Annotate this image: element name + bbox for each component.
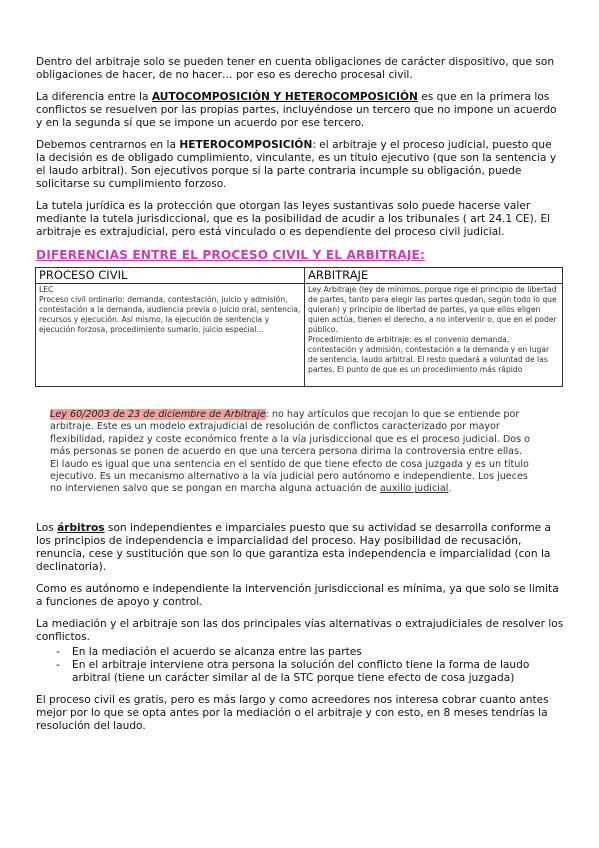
law-title-highlight: Ley 60/2003 de 23 de diciembre de Arbitraje [50, 409, 266, 420]
law-body: : no hay artículos que recojan lo que se entiende por arbitraje. Este es un modelo extrajudicial de resolución de conflictos caracterizado por mayor flexibilidad, rapidez y coste económico frente a la vía jurisdiccional que es el proceso judicial. Dos o más personas se ponen de acuerdo en que una tercera persona dirima la controversia entre ellas. El laudo es igual que una sentencia en el sentido de que tiene efecto de cosa juzgada y es un título ejecutivo. Es un mecanismo alternativo a la vía judicial pero autónomo e independiente. Los jueces no intervienen salvo que se pongan en marcha alguna actuación de [50, 409, 531, 495]
law-paragraph [50, 409, 530, 496]
list-item-text: En el arbitraje interviene otra persona la solución del conflicto tiene la forma de laudo arbitral (tiene un carácter similar al de la STC porque tiene efecto de cosa juzgada) [72, 658, 530, 684]
column-header-arbitraje: ARBITRAJE [305, 268, 563, 284]
paragraph-autonomo: Como es autónomo e independiente la intervención jurisdiccional es mínima, ya que solo se limita a funciones de apoyo y control. [36, 582, 559, 608]
list-item: - En el arbitraje interviene otra persona la solución del conflicto tiene la forma de laudo arbitral (tiene un carácter similar al de la STC porque tiene efecto de cosa juzgada) [56, 658, 530, 684]
term-heterocomposicion: HETEROCOMPOSICIÓN [179, 139, 313, 151]
text-segment: . [448, 483, 452, 495]
section-heading: DIFERENCIAS ENTRE EL PROCESO CIVIL Y EL ARBITRAJE: [36, 248, 425, 262]
text-segment: La diferencia entre la [36, 91, 152, 103]
paragraph-dispositivo: Dentro del arbitraje solo se pueden tener en cuenta obligaciones de carácter dispositivo, que son obligaciones de hacer, de no hacer… por eso es derecho procesal civil. [36, 56, 555, 81]
paragraph-mediacion: La mediación y el arbitraje son las dos principales vías alternativas o extrajudiciales de resolver los conflictos. [36, 617, 564, 643]
paragraph-arbitros [36, 522, 564, 574]
term-autocomposicion: AUTOCOMPOSICIÓN Y HETEROCOMPOSICIÓN [151, 91, 418, 103]
link-auxilio-judicial: auxilio judicial [379, 483, 449, 495]
text-segment: Debemos centrarnos en la [36, 139, 180, 151]
table-row [36, 284, 563, 387]
comparison-table [35, 267, 563, 387]
paragraph-autocomposicion [36, 91, 564, 130]
bullet-list [36, 646, 564, 685]
table-header-row [36, 268, 563, 284]
paragraph-tutela: La tutela jurídica es la protección que otorgan las leyes sustantivas solo puede hacerse valer mediante la tutela jurisdiccional, que es la posibilidad de acudir a los tribunales ( art 24.1 CE). El arbitraje es extrajudicial, pero está vinculado o es dependiente del proceso civil judicial. [36, 200, 551, 238]
list-item-text: En la mediación el acuerdo se alcanza entre las partes [72, 645, 362, 658]
cell-proceso-civil: LEC Proceso civil ordinario: demanda, contestación, juicio y admisión, contestación a la demanda, audiencia previa o juicio oral, sentencia, recursos y ejecución. Así mismo, la ejecución de sentencia y ejecución forzosa, procedimiento sumario, juicio especial… [36, 284, 305, 387]
text-segment: son independientes e imparciales puesto que su actividad se desarrolla conforme a los principios de independencia e imparcialidad del proceso. Hay posibilidad de recusación, renuncia, cese y sustitución que son lo que garantiza esta independencia e imparcialidad (con la declinatoria). [36, 521, 552, 573]
paragraph-proceso-gratis: El proceso civil es gratis, pero es más largo y como acreedores nos interesa cobrar cuanto antes mejor por lo que se opta antes por la mediación o el arbitraje y con esto, en 8 meses tendrías la resolución del laudo. [36, 693, 549, 732]
text-segment: : el arbitraje y el proceso judicial, puesto que la decisión es de obligado cumplimiento, vinculante, es un título ejecutivo (que son la sentencia y el laudo arbitral). Son ejecutivos porque si la parte contraria incumple su obligación, puede solicitarse su cumplimiento forzoso. [36, 139, 557, 190]
cell-arbitraje: Ley Arbitraje (ley de mínimos, porque rige el principio de libertad de partes, tanto para elegir las partes quedan, según todo lo que quieran) y principio de libertad de partes, ya que ellos eligen quien actúa, tienen el derecho, a no intervenir o, que en el poder público. Procedimiento de arbitraje: es el convenio demanda, contestación y admisión, contestación a la demanda y en lugar de sentencia, laudo arbitral. El resto quedará a voluntad de las partes. El punto de que es un procedimiento más rápido [305, 284, 563, 387]
text-segment: es que en la primera los conflictos se resuelven por las propias partes, incluyéndose un tercero que no impone un acuerdo y en la segunda sí que se impone un acuerdo por ese tercero. [36, 91, 557, 129]
term-arbitros: árbitros [57, 521, 105, 534]
paragraph-heterocomposicion [36, 139, 564, 191]
list-item: - En la mediación el acuerdo se alcanza entre las partes [56, 645, 362, 658]
text-segment: Los [36, 521, 58, 534]
column-header-proceso-civil: PROCESO CIVIL [36, 268, 305, 284]
document-page [36, 56, 564, 742]
